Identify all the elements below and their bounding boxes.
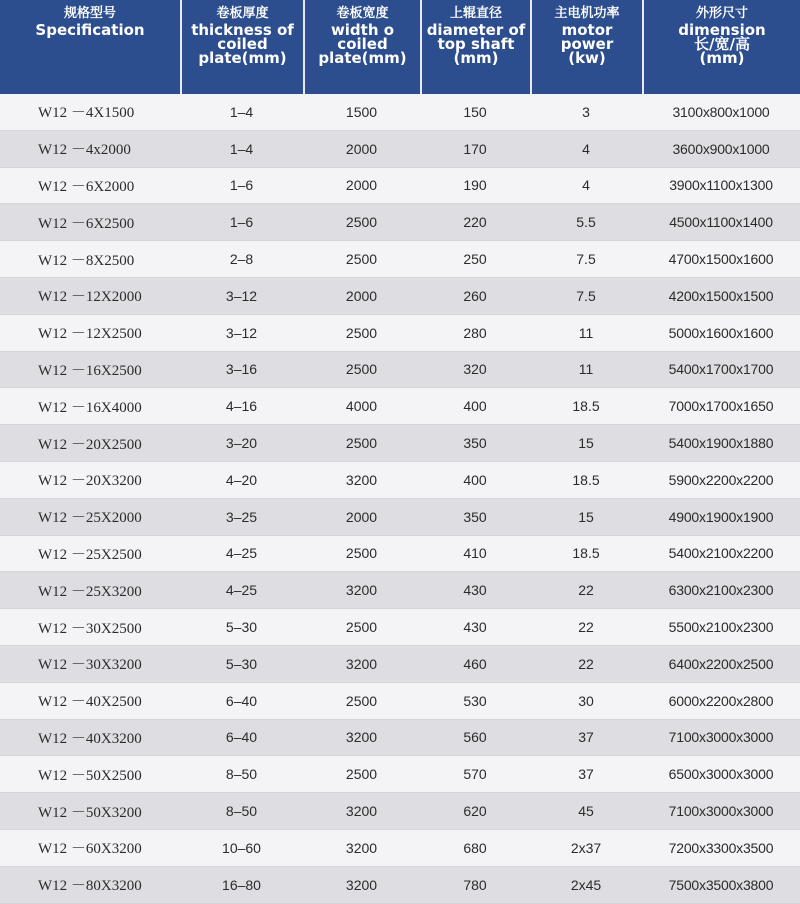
cell-specification: W12 －12X2500	[0, 315, 180, 352]
cell-width: 3200	[303, 867, 420, 904]
cell-top-shaft-diameter: 400	[420, 388, 530, 425]
cell-motor-power: 3	[530, 94, 642, 131]
cell-dimension: 4200x1500x1500	[642, 278, 800, 315]
cell-top-shaft-diameter: 320	[420, 352, 530, 389]
table-row	[0, 278, 800, 315]
header-width-en: width o coiled plate(mm)	[318, 21, 407, 67]
table-row	[0, 388, 800, 425]
cell-top-shaft-diameter: 780	[420, 867, 530, 904]
cell-motor-power: 18.5	[530, 462, 642, 499]
table-row	[0, 94, 800, 131]
cell-specification: W12 －60X3200	[0, 830, 180, 867]
cell-thickness: 5–30	[180, 609, 303, 646]
cell-top-shaft-diameter: 190	[420, 168, 530, 205]
cell-width: 2500	[303, 756, 420, 793]
cell-specification: W12 －40X3200	[0, 720, 180, 757]
table-row	[0, 425, 800, 462]
cell-thickness: 4–25	[180, 536, 303, 573]
cell-specification: W12 －4x2000	[0, 131, 180, 168]
header-width	[303, 0, 420, 94]
cell-motor-power: 11	[530, 352, 642, 389]
cell-motor-power: 7.5	[530, 241, 642, 278]
cell-width: 2500	[303, 536, 420, 573]
cell-thickness: 2–8	[180, 241, 303, 278]
cell-specification: W12 －20X2500	[0, 425, 180, 462]
cell-dimension: 7000x1700x1650	[642, 388, 800, 425]
header-specification	[0, 0, 180, 94]
cell-top-shaft-diameter: 560	[420, 720, 530, 757]
cell-thickness: 3–25	[180, 499, 303, 536]
cell-thickness: 3–12	[180, 315, 303, 352]
cell-motor-power: 5.5	[530, 204, 642, 241]
cell-specification: W12 －40X2500	[0, 683, 180, 720]
cell-top-shaft-diameter: 150	[420, 94, 530, 131]
cell-dimension: 3600x900x1000	[642, 131, 800, 168]
header-motor-power-en: motor power (kw)	[560, 21, 614, 67]
cell-dimension: 4500x1100x1400	[642, 204, 800, 241]
cell-thickness: 3–16	[180, 352, 303, 389]
cell-top-shaft-diameter: 260	[420, 278, 530, 315]
table-row	[0, 315, 800, 352]
header-width-zh: 卷板宽度	[336, 6, 389, 21]
cell-dimension: 7100x3000x3000	[642, 793, 800, 830]
cell-top-shaft-diameter: 220	[420, 204, 530, 241]
cell-width: 2500	[303, 204, 420, 241]
cell-specification: W12 －25X2500	[0, 536, 180, 573]
cell-dimension: 5000x1600x1600	[642, 315, 800, 352]
header-specification-zh: 规格型号	[63, 6, 116, 21]
header-top-shaft-diameter-zh: 上辊直径	[449, 6, 502, 21]
cell-top-shaft-diameter: 680	[420, 830, 530, 867]
cell-motor-power: 45	[530, 793, 642, 830]
cell-dimension: 7100x3000x3000	[642, 720, 800, 757]
table-row	[0, 352, 800, 389]
cell-top-shaft-diameter: 460	[420, 646, 530, 683]
header-thickness	[180, 0, 303, 94]
cell-thickness: 1–4	[180, 94, 303, 131]
cell-motor-power: 37	[530, 756, 642, 793]
cell-motor-power: 2x37	[530, 830, 642, 867]
cell-dimension: 3100x800x1000	[642, 94, 800, 131]
cell-motor-power: 15	[530, 425, 642, 462]
cell-dimension: 6500x3000x3000	[642, 756, 800, 793]
cell-specification: W12 －8X2500	[0, 241, 180, 278]
cell-dimension: 5900x2200x2200	[642, 462, 800, 499]
table-row	[0, 756, 800, 793]
cell-thickness: 6–40	[180, 683, 303, 720]
table-row	[0, 867, 800, 904]
header-specification-en: Specification	[35, 21, 145, 39]
cell-top-shaft-diameter: 530	[420, 683, 530, 720]
cell-top-shaft-diameter: 430	[420, 609, 530, 646]
cell-width: 1500	[303, 94, 420, 131]
cell-width: 3200	[303, 462, 420, 499]
header-top-shaft-diameter-en: diameter of top shaft (mm)	[426, 21, 526, 67]
cell-width: 2500	[303, 683, 420, 720]
header-thickness-zh: 卷板厚度	[216, 6, 269, 21]
cell-specification: W12 －30X3200	[0, 646, 180, 683]
cell-motor-power: 18.5	[530, 536, 642, 573]
cell-specification: W12 －30X2500	[0, 609, 180, 646]
cell-specification: W12 －80X3200	[0, 867, 180, 904]
cell-motor-power: 2x45	[530, 867, 642, 904]
cell-specification: W12 －16X4000	[0, 388, 180, 425]
cell-top-shaft-diameter: 570	[420, 756, 530, 793]
cell-motor-power: 22	[530, 646, 642, 683]
cell-dimension: 5400x2100x2200	[642, 536, 800, 573]
cell-width: 4000	[303, 388, 420, 425]
cell-specification: W12 －6X2500	[0, 204, 180, 241]
table-row	[0, 499, 800, 536]
table-body	[0, 94, 800, 904]
table-row	[0, 241, 800, 278]
cell-thickness: 4–16	[180, 388, 303, 425]
cell-specification: W12 －25X2000	[0, 499, 180, 536]
cell-dimension: 5400x1900x1880	[642, 425, 800, 462]
cell-dimension: 7500x3500x3800	[642, 867, 800, 904]
cell-motor-power: 30	[530, 683, 642, 720]
cell-thickness: 6–40	[180, 720, 303, 757]
cell-width: 2000	[303, 499, 420, 536]
table-row	[0, 462, 800, 499]
table-row	[0, 609, 800, 646]
table-row	[0, 131, 800, 168]
cell-thickness: 1–4	[180, 131, 303, 168]
cell-dimension: 4700x1500x1600	[642, 241, 800, 278]
cell-thickness: 16–80	[180, 867, 303, 904]
cell-width: 3200	[303, 793, 420, 830]
cell-motor-power: 22	[530, 572, 642, 609]
table-row	[0, 168, 800, 205]
table-row	[0, 204, 800, 241]
cell-top-shaft-diameter: 620	[420, 793, 530, 830]
cell-specification: W12 －50X2500	[0, 756, 180, 793]
cell-specification: W12 －25X3200	[0, 572, 180, 609]
cell-width: 2500	[303, 609, 420, 646]
cell-width: 2000	[303, 131, 420, 168]
cell-motor-power: 37	[530, 720, 642, 757]
cell-motor-power: 15	[530, 499, 642, 536]
header-motor-power	[530, 0, 642, 94]
cell-width: 2500	[303, 352, 420, 389]
table-row	[0, 572, 800, 609]
table-row	[0, 793, 800, 830]
cell-thickness: 1–6	[180, 168, 303, 205]
header-thickness-en: thickness of coiled plate(mm)	[191, 21, 294, 67]
cell-top-shaft-diameter: 250	[420, 241, 530, 278]
cell-dimension: 5500x2100x2300	[642, 609, 800, 646]
table-row	[0, 830, 800, 867]
cell-dimension: 6400x2200x2500	[642, 646, 800, 683]
cell-thickness: 8–50	[180, 793, 303, 830]
cell-top-shaft-diameter: 410	[420, 536, 530, 573]
table-row	[0, 646, 800, 683]
header-dimension	[642, 0, 800, 94]
cell-width: 2500	[303, 315, 420, 352]
header-row	[0, 0, 800, 94]
cell-thickness: 4–25	[180, 572, 303, 609]
cell-width: 3200	[303, 830, 420, 867]
table-row	[0, 683, 800, 720]
header-motor-power-zh: 主电机功率	[554, 6, 620, 21]
cell-top-shaft-diameter: 350	[420, 499, 530, 536]
cell-motor-power: 4	[530, 131, 642, 168]
cell-top-shaft-diameter: 350	[420, 425, 530, 462]
cell-top-shaft-diameter: 400	[420, 462, 530, 499]
cell-motor-power: 4	[530, 168, 642, 205]
cell-dimension: 7200x3300x3500	[642, 830, 800, 867]
cell-specification: W12 －4X1500	[0, 94, 180, 131]
cell-width: 3200	[303, 572, 420, 609]
cell-motor-power: 22	[530, 609, 642, 646]
cell-dimension: 4900x1900x1900	[642, 499, 800, 536]
cell-specification: W12 －6X2000	[0, 168, 180, 205]
cell-width: 2500	[303, 425, 420, 462]
cell-width: 2500	[303, 241, 420, 278]
cell-dimension: 5400x1700x1700	[642, 352, 800, 389]
cell-width: 2000	[303, 168, 420, 205]
cell-width: 2000	[303, 278, 420, 315]
cell-thickness: 4–20	[180, 462, 303, 499]
cell-thickness: 3–12	[180, 278, 303, 315]
cell-thickness: 10–60	[180, 830, 303, 867]
header-top-shaft-diameter	[420, 0, 530, 94]
cell-specification: W12 －16X2500	[0, 352, 180, 389]
cell-top-shaft-diameter: 280	[420, 315, 530, 352]
cell-specification: W12 －20X3200	[0, 462, 180, 499]
cell-thickness: 8–50	[180, 756, 303, 793]
cell-thickness: 3–20	[180, 425, 303, 462]
cell-specification: W12 －50X3200	[0, 793, 180, 830]
header-dimension-zh: 外形尺寸	[695, 6, 748, 21]
cell-specification: W12 －12X2000	[0, 278, 180, 315]
cell-dimension: 3900x1100x1300	[642, 168, 800, 205]
cell-motor-power: 7.5	[530, 278, 642, 315]
cell-thickness: 5–30	[180, 646, 303, 683]
cell-width: 3200	[303, 720, 420, 757]
cell-top-shaft-diameter: 430	[420, 572, 530, 609]
cell-dimension: 6300x2100x2300	[642, 572, 800, 609]
cell-thickness: 1–6	[180, 204, 303, 241]
header-dimension-en: dimension 长/宽/高 (mm)	[678, 21, 766, 67]
cell-top-shaft-diameter: 170	[420, 131, 530, 168]
cell-dimension: 6000x2200x2800	[642, 683, 800, 720]
cell-width: 3200	[303, 646, 420, 683]
cell-motor-power: 18.5	[530, 388, 642, 425]
table-row	[0, 536, 800, 573]
table-row	[0, 720, 800, 757]
cell-motor-power: 11	[530, 315, 642, 352]
